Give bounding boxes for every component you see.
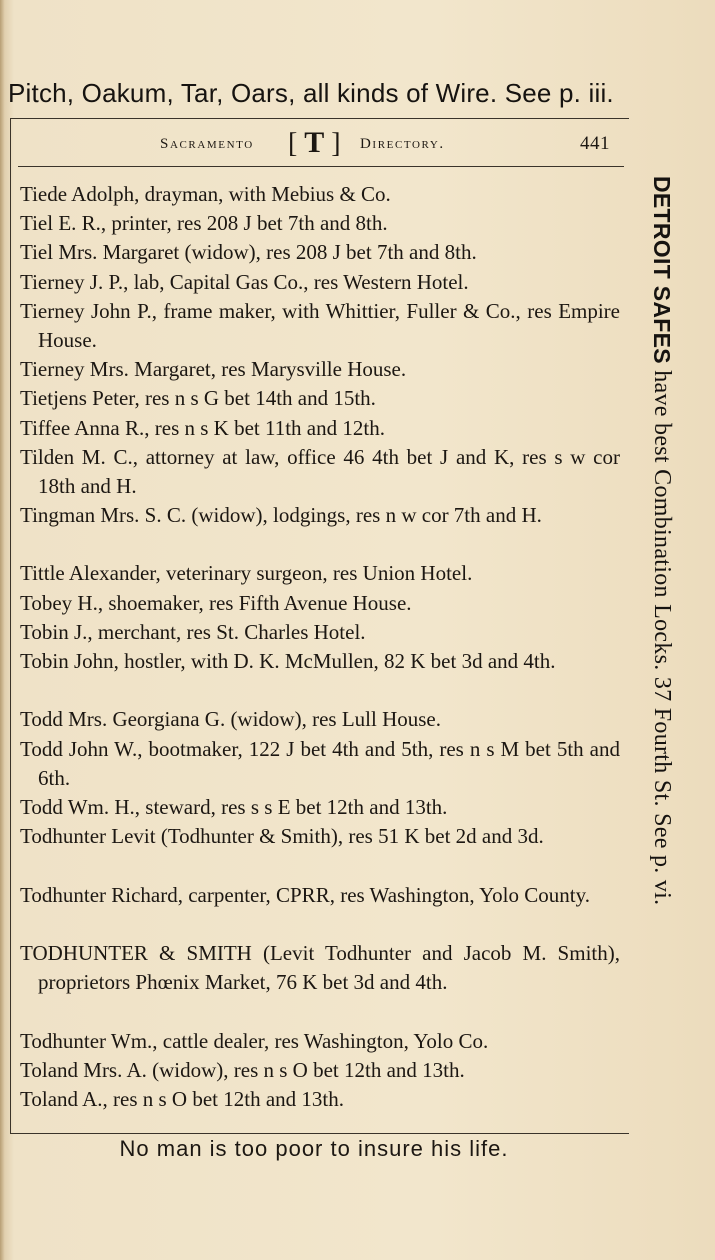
- directory-entry: Todhunter Richard, carpenter, CPRR, res Washington, Yolo County.: [20, 882, 590, 907]
- directory-entry: TODHUNTER & SMITH (Levit Todhunter and Jacob M. Smith), proprietors Phœnix Market, 76 K bet 3d and 4th.: [20, 940, 620, 995]
- header-rule: [18, 166, 624, 167]
- directory-entry: Todd Wm. H., steward, res s s E bet 12th and 13th.: [20, 795, 448, 820]
- directory-entry: Tingman Mrs. S. C. (widow), lodgings, res n w cor 7th and H.: [20, 503, 542, 528]
- directory-entry: Todhunter Wm., cattle dealer, res Washington, Yolo Co.: [20, 1028, 489, 1053]
- bottom-advertisement: No man is too poor to insure his life.: [119, 1136, 509, 1161]
- running-head: [14, 128, 624, 164]
- directory-entry: Tobin J., merchant, res St. Charles Hotel.: [20, 619, 366, 644]
- running-head-city: Sacramento: [160, 136, 254, 152]
- directory-entries: [20, 180, 620, 1114]
- directory-entry: Tietjens Peter, res n s G bet 14th and 15th.: [20, 386, 376, 411]
- side-ad-brand: DETROIT SAFES: [649, 176, 675, 364]
- section-letter: T: [304, 126, 324, 159]
- running-head-title: Directory.: [360, 136, 445, 152]
- directory-entry: Tierney J. P., lab, Capital Gas Co., res Western Hotel.: [20, 269, 469, 294]
- directory-entry: Tierney Mrs. Margaret, res Marysville House.: [20, 357, 407, 382]
- directory-entry: Toland Mrs. A. (widow), res n s O bet 12th and 13th.: [20, 1057, 465, 1082]
- directory-entry: Todd John W., bootmaker, 122 J bet 4th and 5th, res n s M bet 5th and 6th.: [20, 736, 620, 790]
- directory-entry: Tiffee Anna R., res n s K bet 11th and 12th.: [20, 415, 385, 440]
- directory-entry: Todhunter Levit (Todhunter & Smith), res 51 K bet 2d and 3d.: [20, 824, 544, 849]
- directory-entry: Tobey H., shoemaker, res Fifth Avenue House.: [20, 590, 412, 615]
- side-advertisement: [648, 176, 675, 905]
- directory-entry: Todd Mrs. Georgiana G. (widow), res Lull House.: [20, 707, 441, 732]
- directory-entry: Tiede Adolph, drayman, with Mebius & Co.: [20, 182, 391, 206]
- left-bracket: [: [288, 128, 298, 159]
- directory-entry: Tierney John P., frame maker, with Whittier, Fuller & Co., res Empire House.: [20, 298, 620, 352]
- directory-entry: Toland A., res n s O bet 12th and 13th.: [20, 1086, 344, 1111]
- directory-entry: Tiel E. R., printer, res 208 J bet 7th and 8th.: [20, 211, 388, 236]
- directory-entry: Tiel Mrs. Margaret (widow), res 208 J bet 7th and 8th.: [20, 240, 477, 265]
- page-number: 441: [580, 133, 610, 154]
- directory-entry: Tilden M. C., attorney at law, office 46 4th bet J and K, res s w cor 18th and H.: [20, 444, 620, 498]
- running-head-letter: [288, 126, 341, 160]
- page-binding-edge: [0, 0, 5, 1260]
- directory-entry: Tittle Alexander, veterinary surgeon, res Union Hotel.: [20, 561, 473, 586]
- top-advertisement: Pitch, Oakum, Tar, Oars, all kinds of Wire. See p. iii.: [8, 78, 614, 108]
- right-bracket: ]: [331, 128, 341, 159]
- directory-entry: Tobin John, hostler, with D. K. McMullen, 82 K bet 3d and 4th.: [20, 649, 556, 674]
- side-ad-text: have best Combination Locks. 37 Fourth St. See p. vi.: [649, 363, 675, 906]
